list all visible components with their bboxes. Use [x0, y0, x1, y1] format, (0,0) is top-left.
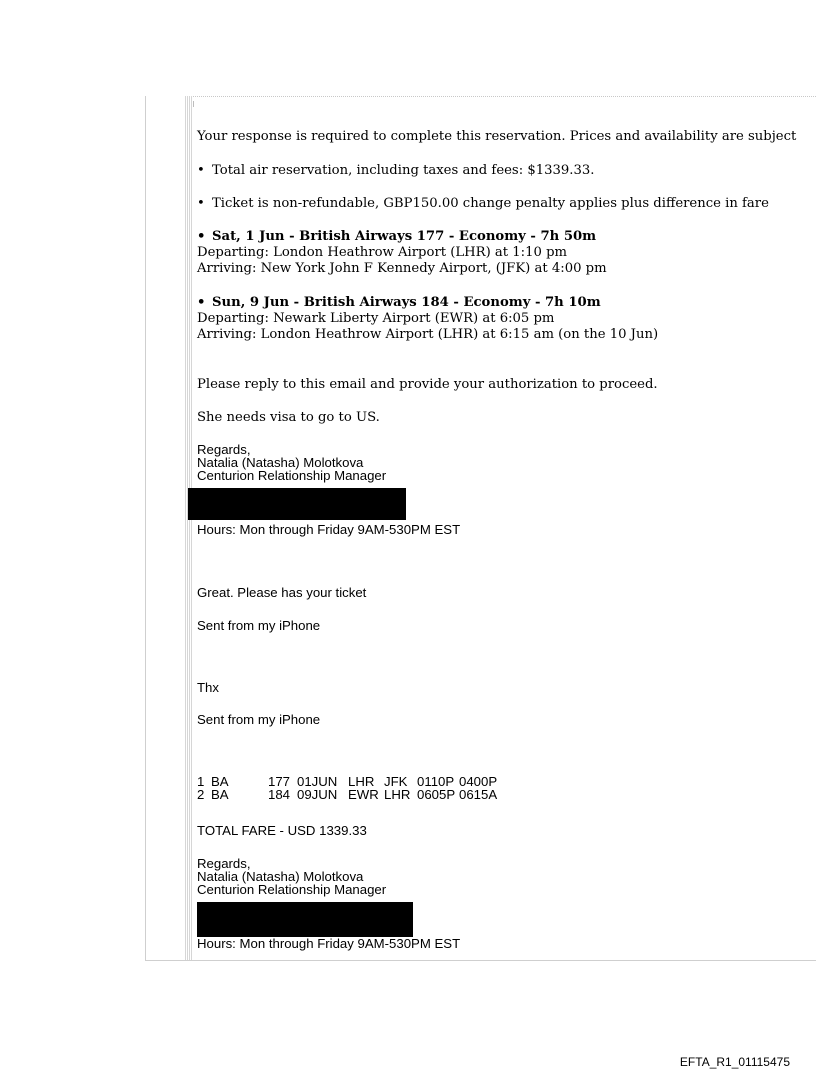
flight-2-departing: Departing: Newark Liberty Airport (EWR) at 6:05 pm: [197, 311, 555, 326]
itinerary-destination: LHR: [384, 787, 411, 802]
reply-1-sent: Sent from my iPhone: [197, 618, 321, 633]
signature-2-name: Natalia (Natasha) Molotkova: [197, 869, 364, 884]
bullet-ticket-text: Ticket is non-refundable, GBP150.00 change penalty applies plus difference in fare: [212, 196, 769, 211]
flight-1-heading: [197, 229, 607, 245]
redaction-block: [188, 488, 406, 520]
flight-2-heading-text: Sun, 9 Jun - British Airways 184 - Economy - 7h 10m: [212, 295, 601, 310]
itinerary-date: 09JUN: [297, 787, 338, 802]
bullet-icon: •: [197, 163, 205, 178]
itinerary-flight: 184: [268, 787, 291, 802]
bullet-icon: •: [197, 196, 205, 211]
bullet-ticket: [197, 196, 769, 212]
signature-2-hours: Hours: Mon through Friday 9AM-530PM EST: [197, 936, 461, 951]
signature-2-regards: Regards,: [197, 856, 251, 871]
bullet-total-text: Total air reservation, including taxes and fees: $1339.33.: [212, 163, 595, 178]
quote-bar: [185, 96, 193, 960]
signature-2-title: Centurion Relationship Manager: [197, 882, 387, 897]
flight-2-heading: [197, 295, 658, 311]
flight-1-arriving: Arriving: New York John F Kennedy Airport, (JFK) at 4:00 pm: [197, 261, 607, 276]
itinerary-origin: EWR: [348, 787, 379, 802]
flight-1-departing: Departing: London Heathrow Airport (LHR) at 1:10 pm: [197, 245, 568, 260]
redaction-block: [197, 902, 413, 937]
total-fare: TOTAL FARE - USD 1339.33: [197, 823, 367, 838]
itinerary-row: [197, 788, 497, 801]
document-id: EFTA_R1_01115475: [679, 1055, 790, 1069]
itinerary-airline: BA: [211, 787, 229, 802]
reply-2-text: Thx: [197, 680, 219, 695]
flight-2: [197, 295, 658, 343]
itinerary-arrive-time: 0400P: [459, 774, 498, 789]
itinerary-date: 01JUN: [297, 774, 338, 789]
quote-marker: [193, 101, 194, 107]
signature-1-name: Natalia (Natasha) Molotkova: [197, 455, 364, 470]
intro-text: Your response is required to complete this reservation. Prices and availability are subject: [197, 129, 797, 144]
reply-2-sent: Sent from my iPhone: [197, 712, 321, 727]
itinerary-depart-time: 0110P: [417, 774, 455, 789]
signature-1-regards: Regards,: [197, 442, 251, 457]
itinerary-flight: 177: [268, 774, 291, 789]
itinerary-seq: 1: [197, 774, 205, 789]
itinerary-arrive-time: 0615A: [459, 787, 498, 802]
signature-1-title: Centurion Relationship Manager: [197, 468, 387, 483]
signature-1-hours: Hours: Mon through Friday 9AM-530PM EST: [197, 522, 461, 537]
top-divider: [193, 96, 816, 97]
bullet-icon: •: [197, 295, 206, 310]
itinerary-airline: BA: [211, 774, 229, 789]
itinerary-destination: JFK: [384, 774, 408, 789]
flight-1-heading-text: Sat, 1 Jun - British Airways 177 - Economy - 7h 50m: [212, 229, 597, 244]
bullet-total: [197, 163, 594, 179]
reply-1-text: Great. Please has your ticket: [197, 585, 367, 600]
signature-1: [197, 443, 386, 482]
bullet-icon: •: [197, 229, 206, 244]
itinerary-origin: LHR: [348, 774, 375, 789]
visa-note: She needs visa to go to US.: [197, 410, 380, 425]
itinerary-seq: 2: [197, 787, 205, 802]
reply-request: Please reply to this email and provide your authorization to proceed.: [197, 377, 658, 392]
signature-2: [197, 857, 386, 896]
flight-2-arriving: Arriving: London Heathrow Airport (LHR) at 6:15 am (on the 10 Jun): [197, 327, 659, 342]
itinerary-depart-time: 0605P: [417, 787, 456, 802]
flight-1: [197, 229, 607, 277]
